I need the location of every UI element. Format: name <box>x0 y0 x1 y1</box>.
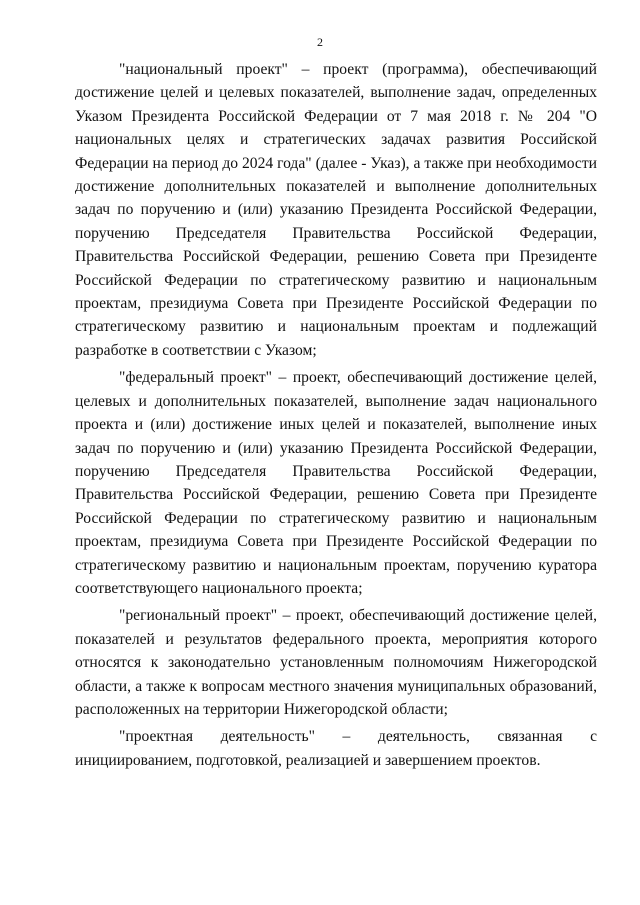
page-number: 2 <box>317 35 323 49</box>
paragraph-regional-project: "региональный проект" – проект, обеспечивающий достижение целей, показателей и результатов федерального проекта, мероприятия которого относятся к законодательно установленным полномочиям Нижегородской области, а также к вопросам местного значения муниципальных образований, расположенных на территории Нижегородской области; <box>75 607 597 718</box>
paragraph-federal-project: "федеральный проект" – проект, обеспечивающий достижение целей, целевых и дополнительных показателей, выполнение задач национального проекта и (или) достижение иных целей и показателей, выполнение иных задач по поручению и (или) указанию Президента Российской Федерации, поручению Председателя Правительства Российской Федерации, Правительства Российской Федерации, решению Совета при Президенте Российской Федерации по стратегическому развитию и национальным проектам, президиума Совета при Президенте Российской Федерации по стратегическому развитию и национальным проектам, поручению куратора соответствующего национального проекта; <box>75 369 597 597</box>
paragraph-national-project: "национальный проект" – проект (программа), обеспечивающий достижение целей и целевых показателей, выполнение задач, определенных Указом Президента Российской Федерации от 7 мая 2018 г. № 204 "О национальных целях и стратегических задачах развития Российской Федерации на период до 2024 года" (далее - Указ), а также при необходимости достижение дополнительных показателей и выполнение дополнительных задач по поручению и (или) указанию Президента Российской Федерации, поручению Председателя Правительства Российской Федерации, Правительства Российской Федерации, решению Совета при Президенте Российской Федерации по стратегическому развитию и национальным проектам, президиума Совета при Президенте Российской Федерации по стратегическому развитию и национальным проектам и подлежащий разработке в соответствии с Указом; <box>75 61 597 359</box>
paragraph-project-activity: "проектная деятельность" – деятельность, связанная с инициированием, подготовкой, реализацией и завершением проектов. <box>75 728 597 769</box>
document-body <box>75 58 597 772</box>
